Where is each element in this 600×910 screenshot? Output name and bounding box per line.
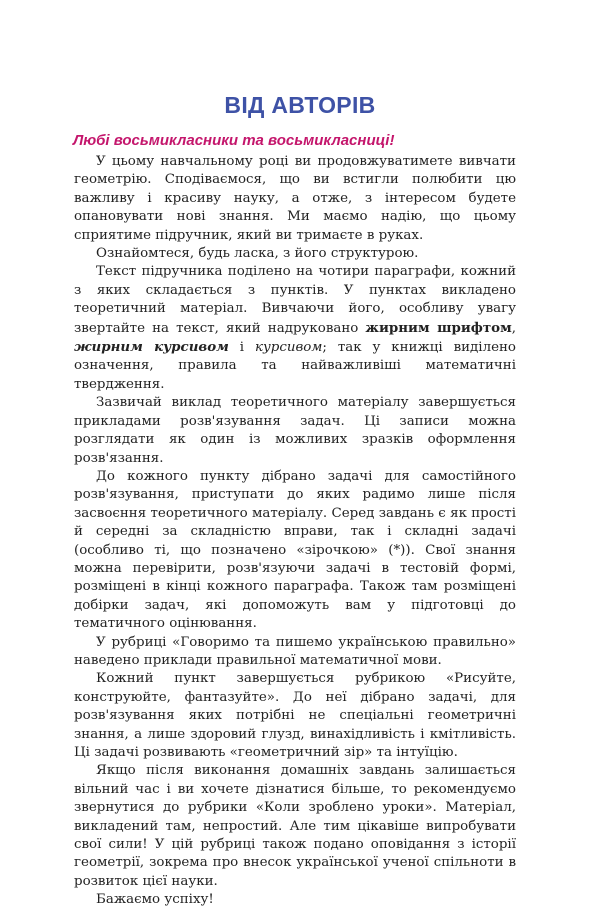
paragraph-draw: Кожний пункт завершується рубрикою «Рисуйте, конструюйте, фантазуйте». До неї дібрано задачі, для розв'язування яких потрібні не спеціальні геометричні знання, а лише здоровий глузд, винахідливість і кмітливість. Ці задачі розвивають «геометричний зір» та інтуїцію. bbox=[74, 671, 516, 760]
paragraph-extra: Якщо після виконання домашніх завдань залишається вільний час і ви хочете дізнатися більше, то рекомендуємо звернутися до рубрики «Коли зроблено уроки». Матеріал, викладений там, непростий. Але тим цікавіше випробувати свої сили! У цій рубриці також подано оповідання з історії геометрії, зокрема про внесок української ученої спільноти в розвиток цієї науки. bbox=[74, 763, 516, 889]
text-run: ; так у книжці виділено означення, правила та найважливіші математичні твердження. bbox=[74, 340, 516, 392]
paragraph-language: У рубриці «Говоримо та пишемо українською правильно» наведено приклади правильної математичної мови. bbox=[74, 634, 516, 668]
paragraph-structure: Ознайомтеся, будь ласка, з його структурою. bbox=[96, 246, 419, 262]
text-run: , bbox=[511, 320, 516, 336]
bold-italic-sample: жирним курсивом bbox=[74, 339, 229, 356]
bold-sample: жирним шрифтом bbox=[365, 319, 512, 336]
text-run: Текст підручника поділено на чотири параграфи, кожний з яких складається з пунктів. У пунктах викладено теоретичний матеріал. Вивчаючи його, особливу увагу звертайте на текст, який надруковано bbox=[74, 264, 516, 336]
paragraph-text-format bbox=[74, 263, 516, 394]
paragraph-intro: У цьому навчальному році ви продовжуватимете вивчати геометрію. Сподіваємося, що ви встигли полюбити цю важливу і красиву науку, а отже, з інтересом будете опановувати нові знання. Ми маємо надію, що цьому сприятиме підручник, який ви тримаєте в руках. bbox=[74, 154, 516, 243]
paragraph-tasks: До кожного пункту дібрано задачі для самостійного розв'язування, приступати до яких радимо лише після засвоєння теоретичного матеріалу. Серед завдань є як прості й середні за складністю вправи, так і складні задачі (особливо ті, що позначено «зірочкою» (*)). Свої знання можна перевірити, розв'язуючи задачі в тестовій формі, розміщені в кінці кожного параграфа. Також там розміщені добірки задач, які допоможуть вам у підготовці до тематичного оцінювання. bbox=[74, 468, 516, 632]
paragraph-wish: Бажаємо успіху! bbox=[96, 892, 214, 908]
italic-sample: курсивом bbox=[254, 340, 323, 356]
text-run: і bbox=[228, 340, 255, 356]
paragraph-examples: Зазвичай виклад теоретичного матеріалу завершується прикладами розв'язування задач. Ці записи можна розглядати як один із можливих зразків оформлення розв'язання. bbox=[74, 395, 516, 466]
page-heading: ВІД АВТОРІВ bbox=[224, 92, 376, 118]
body-text bbox=[74, 153, 516, 910]
greeting: Любі восьмикласники та восьмикласниці! bbox=[73, 132, 395, 149]
